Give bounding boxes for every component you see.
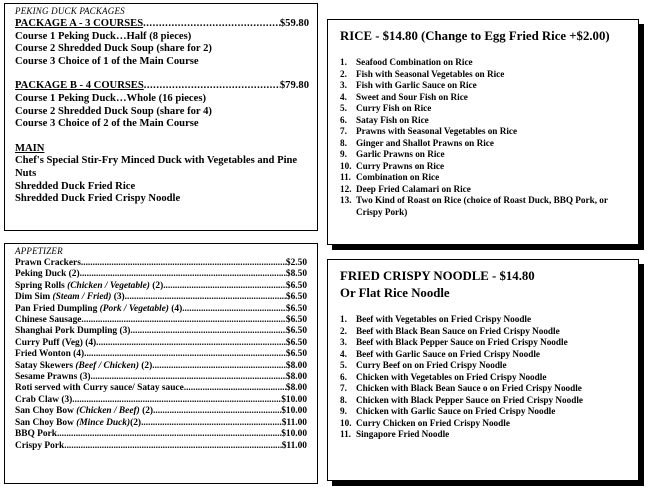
appetizer-item-name bbox=[15, 361, 152, 372]
leader-dots bbox=[72, 395, 281, 406]
noodle-item-text: Curry Beef on on Fried Crispy Noodle bbox=[356, 360, 507, 370]
rice-item-text: Sweet and Sour Fish on Rice bbox=[356, 91, 468, 102]
appetizer-title: APPETIZER bbox=[15, 246, 63, 256]
leader-dots bbox=[91, 372, 286, 383]
appetizer-item-label: Peking Duck (2) bbox=[15, 269, 80, 280]
appetizer-item-name bbox=[15, 269, 80, 280]
appetizer-item-label: San Choy Bow bbox=[15, 406, 77, 417]
main-item-2: Shredded Duck Fried Rice bbox=[15, 180, 136, 192]
rice-item bbox=[340, 69, 628, 81]
noodle-item-text: Curry Chicken on Fried Crispy Noodle bbox=[356, 417, 510, 428]
package-a-course-3: Course 3 Choice of 1 of the Main Course bbox=[15, 55, 199, 67]
noodle-item bbox=[340, 349, 628, 361]
appetizer-item bbox=[15, 338, 307, 349]
noodle-item-number: 10. bbox=[340, 417, 352, 428]
appetizer-item bbox=[15, 349, 307, 360]
rice-item bbox=[340, 161, 628, 173]
appetizer-item-name bbox=[15, 338, 96, 349]
rice-item bbox=[340, 126, 628, 138]
peking-duck-title: PEKING DUCK PACKAGES bbox=[15, 6, 125, 16]
appetizer-item-label: Fried Wonton (4) bbox=[15, 349, 85, 360]
noodle-item-number: 6. bbox=[340, 371, 347, 382]
appetizer-item-price: $8.00 bbox=[285, 372, 307, 383]
appetizer-item-price: $11.00 bbox=[281, 417, 307, 428]
appetizer-item-extra: (3) bbox=[111, 292, 125, 303]
noodle-item-text: Beef with Vegetables on Fried Crispy Noodle bbox=[356, 314, 532, 324]
leader-dots bbox=[57, 429, 281, 440]
appetizer-item-label: Sesame Prawns (3) bbox=[15, 372, 91, 383]
rice-list bbox=[340, 57, 628, 218]
appetizer-list bbox=[15, 258, 307, 452]
noodle-item-text: Beef with Black Pepper Sauce on Fried Crispy Noodle bbox=[356, 337, 568, 347]
leader-dots bbox=[125, 292, 286, 303]
rice-item-text: Ginger and Shallot Prawns on Rice bbox=[356, 137, 494, 148]
rice-item-number: 1. bbox=[340, 57, 347, 67]
package-b-course-1: Course 1 Peking Duck…Whole (16 pieces) bbox=[15, 92, 206, 104]
rice-item-text: Combination on Rice bbox=[356, 172, 440, 182]
appetizer-item-name bbox=[15, 349, 84, 360]
rice-title: RICE - $14.80 (Change to Egg Fried Rice +$2.00) bbox=[340, 29, 610, 43]
peking-duck-box bbox=[4, 3, 318, 231]
rice-item-number: 8. bbox=[340, 137, 347, 148]
rice-item-text: Fish with Seasonal Vegetables on Rice bbox=[356, 68, 505, 79]
noodle-item-text: Singapore Fried Noodle bbox=[356, 429, 450, 439]
appetizer-item-label: Spring Rolls bbox=[15, 280, 68, 291]
rice-item-text: Seafood Combination on Rice bbox=[356, 57, 473, 67]
appetizer-item-note: (Pork / Vegetable) bbox=[99, 303, 169, 314]
noodle-title-line-2: Or Flat Rice Noodle bbox=[340, 286, 450, 300]
appetizer-item-name bbox=[15, 441, 64, 452]
leader-dots bbox=[81, 315, 285, 326]
appetizer-item-name bbox=[15, 315, 81, 326]
rice-item bbox=[340, 103, 628, 115]
package-a-course-1: Course 1 Peking Duck…Half (8 pieces) bbox=[15, 30, 192, 42]
appetizer-item-name bbox=[15, 383, 184, 394]
appetizer-item-label: Pan Fried Dumpling bbox=[15, 303, 100, 314]
rice-item bbox=[340, 92, 628, 104]
appetizer-item-label: Roti served with Curry sauce/ Satay sauce bbox=[15, 383, 184, 394]
rice-item-text: Curry Fish on Rice bbox=[356, 103, 432, 113]
package-a-heading bbox=[15, 18, 309, 31]
appetizer-item-extra: (2) bbox=[149, 280, 164, 291]
noodle-item-number: 8. bbox=[340, 394, 347, 405]
leader-dots bbox=[153, 406, 281, 417]
package-a-price: $59.80 bbox=[279, 18, 309, 29]
appetizer-item-label: San Choy Bow bbox=[15, 417, 77, 428]
noodle-item bbox=[340, 326, 628, 338]
appetizer-item-price: $6.50 bbox=[285, 349, 307, 360]
rice-item-text: Garlic Prawns on Rice bbox=[356, 149, 445, 159]
leader-dots bbox=[130, 326, 286, 337]
appetizer-item-price: $11.00 bbox=[281, 440, 307, 451]
noodle-item-text: Beef with Garlic Sauce on Fried Crispy Noodle bbox=[356, 348, 540, 359]
appetizer-item-price: $6.50 bbox=[285, 303, 307, 314]
rice-item bbox=[340, 195, 628, 218]
appetizer-item-price: $6.50 bbox=[285, 280, 307, 291]
appetizer-item-price: $8.50 bbox=[285, 269, 307, 280]
rice-item-number: 2. bbox=[340, 68, 347, 79]
appetizer-item-price: $8.00 bbox=[285, 360, 307, 371]
appetizer-item bbox=[15, 441, 307, 452]
leader-dots bbox=[182, 304, 286, 315]
rice-item-number: 13. bbox=[340, 195, 352, 205]
rice-item-text: Fish with Garlic Sauce on Rice bbox=[356, 80, 477, 90]
noodle-item-number: 7. bbox=[340, 383, 347, 393]
rice-item bbox=[340, 149, 628, 161]
appetizer-item bbox=[15, 326, 307, 337]
appetizer-item-extra: (2) bbox=[130, 417, 142, 428]
appetizer-item-note: (Mince Duck) bbox=[76, 417, 131, 428]
noodle-item-text: Chicken with Black Bean Sauce o on Fried Crispy Noodle bbox=[356, 383, 582, 393]
leader-dots bbox=[184, 383, 286, 394]
leader-dots bbox=[81, 258, 286, 269]
appetizer-item-note: (Chicken / Beef) bbox=[76, 406, 140, 417]
noodle-item-number: 3. bbox=[340, 337, 347, 347]
rice-item-text: Deep Fried Calamari on Rice bbox=[356, 183, 471, 194]
rice-item-number: 12. bbox=[340, 183, 352, 194]
rice-item bbox=[340, 138, 628, 150]
appetizer-item-price: $6.50 bbox=[285, 326, 307, 337]
appetizer-item bbox=[15, 429, 307, 440]
rice-item-text: Satay Fish on Rice bbox=[356, 114, 429, 125]
appetizer-item-note: (Steam / Fried) bbox=[52, 292, 112, 303]
noodle-item-text: Chicken with Vegetables on Fried Crispy Noodle bbox=[356, 371, 547, 382]
noodle-item bbox=[340, 360, 628, 372]
noodle-item-text: Chicken with Black Pepper Sauce on Fried Crispy Noodle bbox=[356, 394, 583, 405]
appetizer-item bbox=[15, 383, 307, 394]
package-b-heading bbox=[15, 80, 309, 93]
appetizer-item-label: Satay Skewers bbox=[15, 360, 76, 371]
package-b-course-2: Course 2 Shredded Duck Soup (share for 4) bbox=[15, 105, 212, 117]
appetizer-item-name bbox=[15, 372, 91, 383]
appetizer-item-name bbox=[15, 406, 153, 417]
rice-box bbox=[327, 19, 639, 245]
noodle-item-number: 5. bbox=[340, 360, 347, 370]
leader-dots bbox=[141, 418, 282, 429]
rice-item-text: Curry Prawns on Rice bbox=[356, 160, 445, 171]
main-heading: MAIN bbox=[15, 142, 45, 154]
package-b-price: $79.80 bbox=[279, 80, 309, 92]
appetizer-item bbox=[15, 361, 307, 372]
appetizer-item-name bbox=[15, 429, 57, 440]
appetizer-item-price: $10.00 bbox=[281, 429, 307, 440]
rice-item bbox=[340, 80, 628, 92]
appetizer-item-extra: (2) bbox=[139, 406, 154, 417]
appetizer-item bbox=[15, 315, 307, 326]
package-a-course-2: Course 2 Shredded Duck Soup (share for 2) bbox=[15, 43, 212, 55]
appetizer-item-price: $6.50 bbox=[285, 337, 307, 348]
noodle-item-number: 11. bbox=[340, 429, 351, 439]
appetizer-item bbox=[15, 292, 307, 303]
appetizer-item bbox=[15, 304, 307, 315]
rice-item-number: 9. bbox=[340, 149, 347, 159]
noodle-item-number: 2. bbox=[340, 325, 347, 336]
appetizer-item-name bbox=[15, 418, 141, 429]
appetizer-item-note: (Chicken / Vegetable) bbox=[67, 280, 150, 291]
appetizer-item-extra: (4) bbox=[168, 303, 183, 314]
noodle-item-number: 9. bbox=[340, 406, 347, 416]
noodle-title-line-1: FRIED CRISPY NOODLE - $14.80 bbox=[340, 269, 535, 283]
noodle-item bbox=[340, 406, 628, 418]
rice-item-number: 10. bbox=[340, 160, 352, 171]
appetizer-item bbox=[15, 258, 307, 269]
appetizer-item-label: Prawn Crackers bbox=[15, 258, 81, 268]
appetizer-item-name bbox=[15, 281, 163, 292]
noodle-item bbox=[340, 337, 628, 349]
rice-item-text: Two Kind of Roast on Rice (choice of Roast Duck, BBQ Pork, or Crispy Pork) bbox=[356, 195, 608, 217]
noodle-list bbox=[340, 314, 628, 441]
appetizer-item-name bbox=[15, 292, 125, 303]
leader-dots bbox=[144, 80, 280, 93]
leader-dots bbox=[163, 281, 286, 292]
rice-item-number: 7. bbox=[340, 126, 347, 136]
noodle-item bbox=[340, 383, 628, 395]
noodle-item bbox=[340, 418, 628, 430]
appetizer-item bbox=[15, 281, 307, 292]
noodle-item bbox=[340, 429, 628, 441]
appetizer-item bbox=[15, 395, 307, 406]
appetizer-item-label: Shanghai Pork Dumpling (3) bbox=[15, 326, 131, 337]
appetizer-item-label: Crispy Pork bbox=[15, 440, 65, 451]
main-item-3: Shredded Duck Fried Crispy Noodle bbox=[15, 193, 181, 205]
rice-item bbox=[340, 172, 628, 184]
rice-item-text: Prawns with Seasonal Vegetables on Rice bbox=[356, 126, 518, 136]
rice-item-number: 4. bbox=[340, 91, 347, 102]
noodle-item bbox=[340, 372, 628, 384]
rice-item bbox=[340, 184, 628, 196]
appetizer-item-name bbox=[15, 326, 130, 337]
appetizer-item-label: Dim Sim bbox=[15, 292, 53, 303]
package-a-name: PACKAGE A - 3 COURSES bbox=[15, 18, 144, 29]
rice-item-number: 3. bbox=[340, 80, 347, 90]
appetizer-item-note: (Beef / Chicken) bbox=[75, 360, 139, 371]
appetizer-item-price: $6.50 bbox=[285, 292, 307, 303]
rice-item-number: 6. bbox=[340, 114, 347, 125]
leader-dots bbox=[64, 441, 282, 452]
noodle-box bbox=[327, 259, 639, 481]
noodle-item-number: 4. bbox=[340, 348, 347, 359]
appetizer-item-price: $6.50 bbox=[285, 315, 307, 326]
appetizer-item-label: Crab Claw (3) bbox=[15, 394, 73, 405]
appetizer-item bbox=[15, 372, 307, 383]
appetizer-item-price: $8.00 bbox=[285, 383, 307, 394]
appetizer-item bbox=[15, 269, 307, 280]
noodle-item bbox=[340, 314, 628, 326]
appetizer-item-label: Chinese Sausage bbox=[15, 315, 82, 326]
noodle-item-number: 1. bbox=[340, 314, 347, 324]
noodle-item bbox=[340, 395, 628, 407]
noodle-item-text: Beef with Black Bean Sauce on Fried Crispy Noodle bbox=[356, 325, 560, 336]
appetizer-item-name bbox=[15, 304, 182, 315]
main-item-1: Chef's Special Stir-Fry Minced Duck with Vegetables and Pine Nuts bbox=[15, 155, 298, 179]
rice-item bbox=[340, 115, 628, 127]
rice-item bbox=[340, 57, 628, 69]
appetizer-item-name bbox=[15, 395, 72, 406]
leader-dots bbox=[143, 18, 280, 31]
appetizer-item-label: Curry Puff (Veg) (4) bbox=[15, 337, 97, 348]
leader-dots bbox=[84, 349, 286, 360]
package-b-course-3: Course 3 Choice of 2 of the Main Course bbox=[15, 118, 199, 130]
appetizer-item bbox=[15, 418, 307, 429]
noodle-item-text: Chicken with Garlic Sauce on Fried Crispy Noodle bbox=[356, 406, 556, 416]
rice-item-number: 5. bbox=[340, 103, 347, 113]
rice-item-number: 11. bbox=[340, 172, 351, 182]
leader-dots bbox=[96, 338, 286, 349]
appetizer-item bbox=[15, 406, 307, 417]
package-b-name: PACKAGE B - 4 COURSES bbox=[15, 80, 144, 92]
appetizer-item-price: $10.00 bbox=[281, 406, 307, 417]
appetizer-item-name bbox=[15, 258, 81, 269]
leader-dots bbox=[152, 361, 286, 372]
appetizer-item-price: $10.00 bbox=[281, 394, 307, 405]
appetizer-item-price: $2.50 bbox=[285, 258, 307, 268]
appetizer-box bbox=[4, 243, 318, 484]
appetizer-item-label: BBQ Pork bbox=[15, 429, 57, 440]
leader-dots bbox=[80, 269, 286, 280]
appetizer-item-extra: (2) bbox=[138, 360, 153, 371]
